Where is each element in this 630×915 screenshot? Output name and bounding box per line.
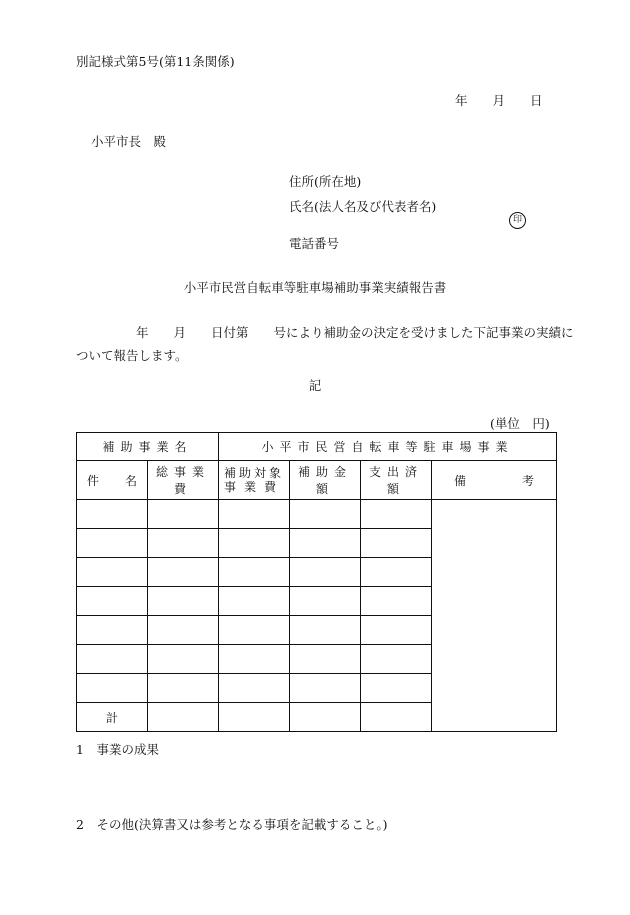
cell-eligible-cost[interactable] <box>219 529 290 558</box>
form-number: 別記様式第5号(第11条関係) <box>76 54 235 69</box>
cell-item[interactable] <box>77 674 148 703</box>
table-row <box>77 500 557 529</box>
cell-paid[interactable] <box>361 587 432 616</box>
header-remarks: 備考 <box>432 461 557 500</box>
total-label: 計 <box>77 703 148 732</box>
header-eligible-line1: 補助対象 <box>224 466 285 480</box>
cell-subsidy[interactable] <box>290 674 361 703</box>
cell-total-cost[interactable] <box>148 500 219 529</box>
cell-eligible-cost[interactable] <box>219 674 290 703</box>
cell-paid[interactable] <box>361 645 432 674</box>
cell-subsidy[interactable] <box>290 703 361 732</box>
cell-subsidy[interactable] <box>290 529 361 558</box>
seal-mark: 印 <box>509 212 526 229</box>
header-eligible-line2: 事業費 <box>224 480 285 494</box>
header-subsidy: 補助金額 <box>290 461 361 500</box>
date-year: 年 <box>455 93 468 108</box>
header-paid: 支出済額 <box>361 461 432 500</box>
cell-item[interactable] <box>77 558 148 587</box>
cell-item[interactable] <box>77 529 148 558</box>
ki-heading: 記 <box>308 378 322 393</box>
cell-eligible-cost[interactable] <box>219 500 290 529</box>
item-other: 2 その他(決算書又は参考となる事項を記載すること。) <box>76 817 388 832</box>
cell-total-cost[interactable] <box>148 558 219 587</box>
project-name-value: 小平市民営自転車等駐車場事業 <box>219 433 557 461</box>
project-name-label: 補助事業名 <box>77 433 219 461</box>
cell-subsidy[interactable] <box>290 558 361 587</box>
cell-subsidy[interactable] <box>290 616 361 645</box>
cell-total-cost[interactable] <box>148 529 219 558</box>
cell-paid[interactable] <box>361 674 432 703</box>
cell-item[interactable] <box>77 645 148 674</box>
cell-remarks[interactable] <box>432 500 557 732</box>
cell-item[interactable] <box>77 587 148 616</box>
cell-paid[interactable] <box>361 558 432 587</box>
cell-eligible-cost[interactable] <box>219 703 290 732</box>
date-line <box>455 91 543 109</box>
body-line-1: 年 月 日付第 号により補助金の決定を受けました下記事業の実績に <box>136 325 574 340</box>
cell-item[interactable] <box>77 500 148 529</box>
address-label: 住所(所在地) <box>289 174 362 189</box>
cell-paid[interactable] <box>361 703 432 732</box>
cell-paid[interactable] <box>361 529 432 558</box>
cell-paid[interactable] <box>361 500 432 529</box>
cell-total-cost[interactable] <box>148 703 219 732</box>
cell-eligible-cost[interactable] <box>219 616 290 645</box>
cell-total-cost[interactable] <box>148 645 219 674</box>
cell-total-cost[interactable] <box>148 587 219 616</box>
cell-total-cost[interactable] <box>148 674 219 703</box>
name-label: 氏名(法人名及び代表者名) <box>289 199 437 214</box>
body-line-2: ついて報告します。 <box>76 348 188 363</box>
cell-subsidy[interactable] <box>290 500 361 529</box>
header-item: 件名 <box>77 461 148 500</box>
addressee: 小平市長 殿 <box>91 134 167 149</box>
cell-item[interactable] <box>77 616 148 645</box>
cell-total-cost[interactable] <box>148 616 219 645</box>
body-text <box>76 321 574 367</box>
cell-eligible-cost[interactable] <box>219 558 290 587</box>
item-results: 1 事業の成果 <box>76 742 159 757</box>
project-name-row <box>77 433 557 461</box>
header-eligible-cost <box>219 461 290 500</box>
phone-label: 電話番号 <box>289 236 340 251</box>
cell-eligible-cost[interactable] <box>219 645 290 674</box>
header-total-cost: 総事業費 <box>148 461 219 500</box>
date-month: 月 <box>492 93 506 108</box>
date-day: 日 <box>530 93 543 108</box>
cell-subsidy[interactable] <box>290 645 361 674</box>
document-title: 小平市民営自転車等駐車場補助事業実績報告書 <box>183 280 447 295</box>
cell-eligible-cost[interactable] <box>219 587 290 616</box>
report-table <box>76 432 557 732</box>
header-row <box>77 461 557 500</box>
cell-paid[interactable] <box>361 616 432 645</box>
unit-label: (単位 円) <box>490 416 550 431</box>
cell-subsidy[interactable] <box>290 587 361 616</box>
